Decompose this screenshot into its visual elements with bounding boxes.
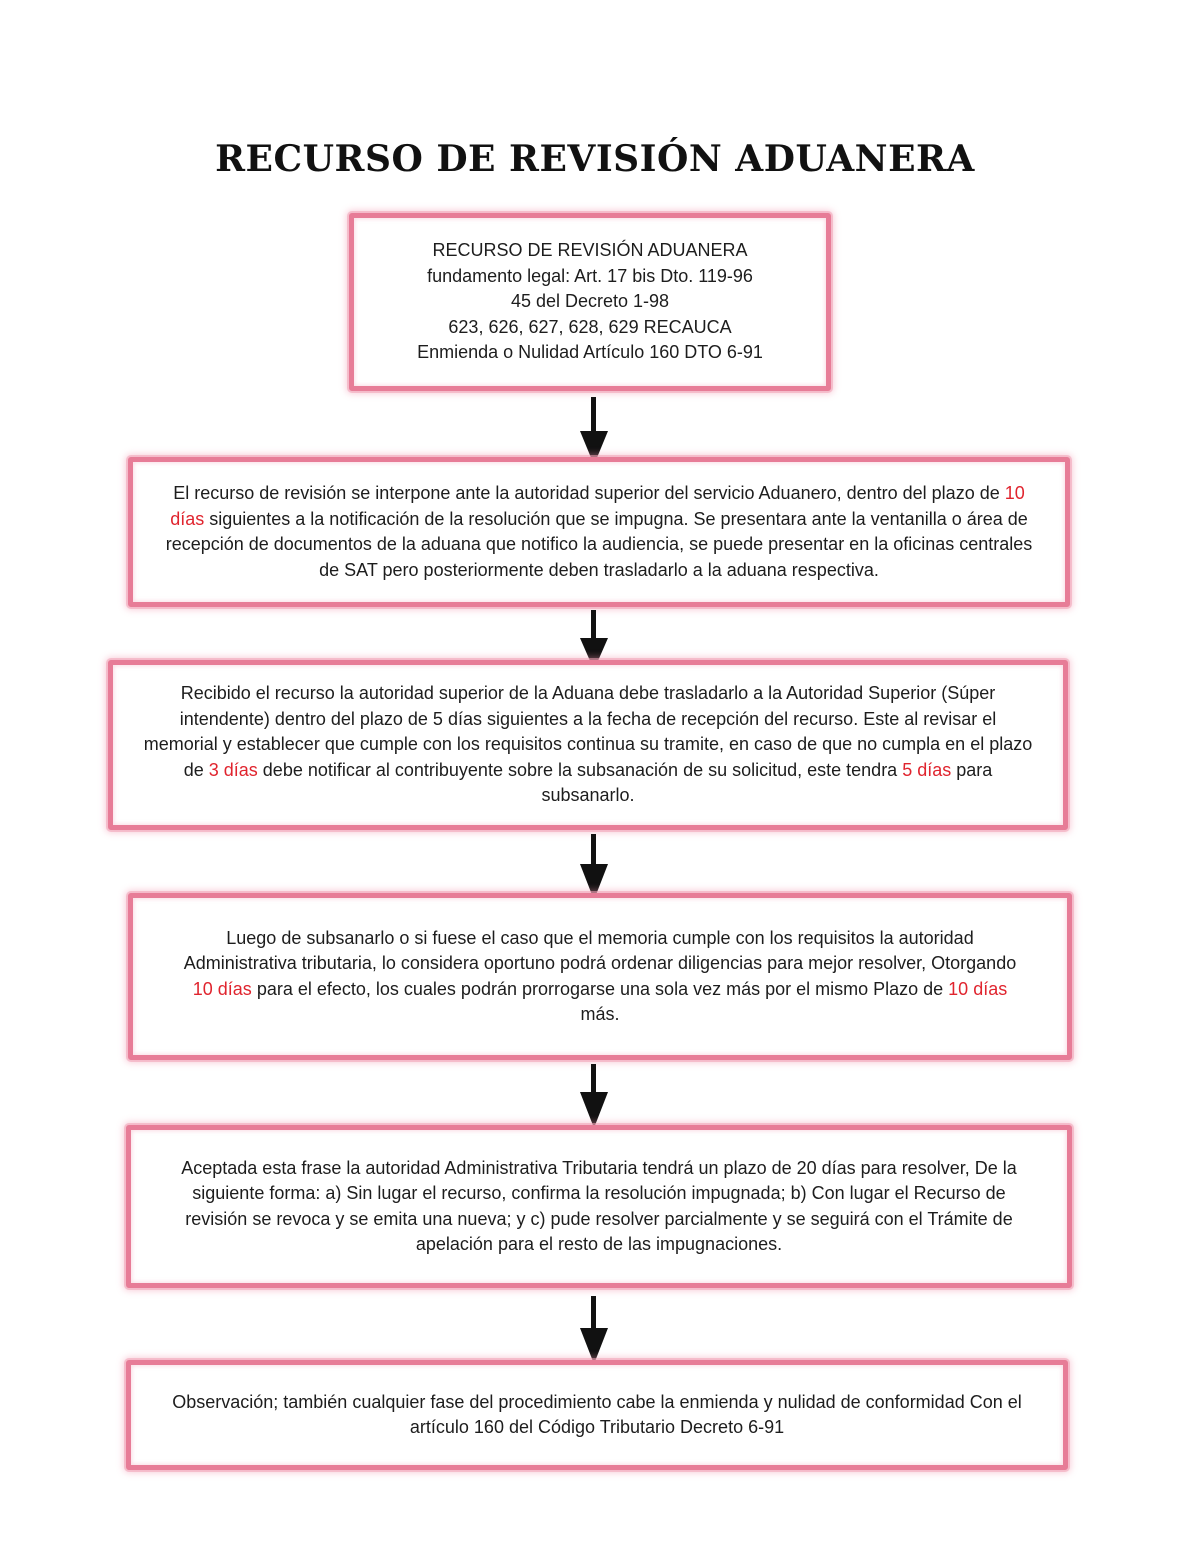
- flow-arrow-4: [578, 1064, 610, 1130]
- box4-text-3: más.: [580, 1004, 620, 1024]
- box3-text-3: para subsanarlo.: [541, 759, 993, 806]
- deadline-highlight: 5 días: [902, 759, 952, 780]
- box4-text-1: Luego de subsanarlo o si fuese el caso que el memoria cumple con los requisitos la autoridad Administrativa tributaria, lo considera oportuno podrá ordenar diligencias para mejor resolver, Otorgando: [183, 927, 1017, 973]
- deadline-highlight: 10 días: [170, 483, 1025, 529]
- box2-text-2: siguientes a la notificación de la resolución que se impugna. Se presentara ante la ventanilla o área de recepción de documentos de la aduana que notifico la audiencia, se puede presentar en la oficinas centrales de SAT pero posteriormente deben trasladarlo a la aduana respectiva.: [165, 508, 1033, 580]
- flow-arrow-5: [578, 1296, 610, 1366]
- flow-arrow-3: [578, 834, 610, 902]
- box2-text-1: El recurso de revisión se interpone ante la autoridad superior del servicio Aduanero, dentro del plazo de: [173, 483, 1005, 503]
- transfer-step-box: [108, 660, 1068, 830]
- legal-basis-box: [349, 213, 831, 391]
- box1-line-4: 623, 626, 627, 628, 629 RECAUCA: [448, 316, 732, 337]
- deadline-highlight: 10 días: [948, 978, 1008, 999]
- box1-line-5: Enmienda o Nulidad Artículo 160 DTO 6-91: [417, 342, 763, 363]
- diligence-step-box: [128, 893, 1072, 1060]
- box5-text: Aceptada esta frase la autoridad Administrativa Tributaria tendrá un plazo de 20 días para resolver, De la siguiente forma: a) Sin lugar el recurso, confirma la resolución impugnada; b) Con lugar el Recurso de revisión se revoca y se emita una nueva; y c) pude resolver parcialmente y se seguirá con el Trámite de apelación para el resto de las impugnaciones.: [181, 1157, 1017, 1254]
- page-title: RECURSO DE REVISIÓN ADUANERA: [215, 138, 975, 180]
- resolution-step-box: [126, 1125, 1072, 1288]
- box1-line-2: fundamento legal: Art. 17 bis Dto. 119-96: [427, 265, 753, 286]
- deadline-highlight: 3 días: [208, 759, 258, 780]
- observation-box: [126, 1360, 1068, 1470]
- box3-text-2: debe notificar al contribuyente sobre la subsanación de su solicitud, este tendra: [257, 759, 903, 780]
- box1-line-1: RECURSO DE REVISIÓN ADUANERA: [432, 240, 748, 261]
- box1-line-3: 45 del Decreto 1-98: [510, 291, 670, 312]
- deadline-highlight: 10 días: [192, 978, 252, 999]
- box3-text-1: Recibido el recurso la autoridad superior de la Aduana debe trasladarlo a la Autoridad Superior (Súper intendente) dentro del plazo de 5 días siguientes a la fecha de recepción del recurso. Este al revisar el memorial y establecer que cumple con los requisitos continua su tramite, en caso de que no cumpla en el plazo de: [143, 683, 1033, 780]
- filing-step-box: [128, 457, 1070, 607]
- box4-text-2: para el efecto, los cuales podrán prorrogarse una sola vez más por el mismo Plazo de: [251, 978, 949, 999]
- box6-text: Observación; también cualquier fase del procedimiento cabe la enmienda y nulidad de conformidad Con el artículo 160 del Código Tributario Decreto 6-91: [172, 1391, 1022, 1437]
